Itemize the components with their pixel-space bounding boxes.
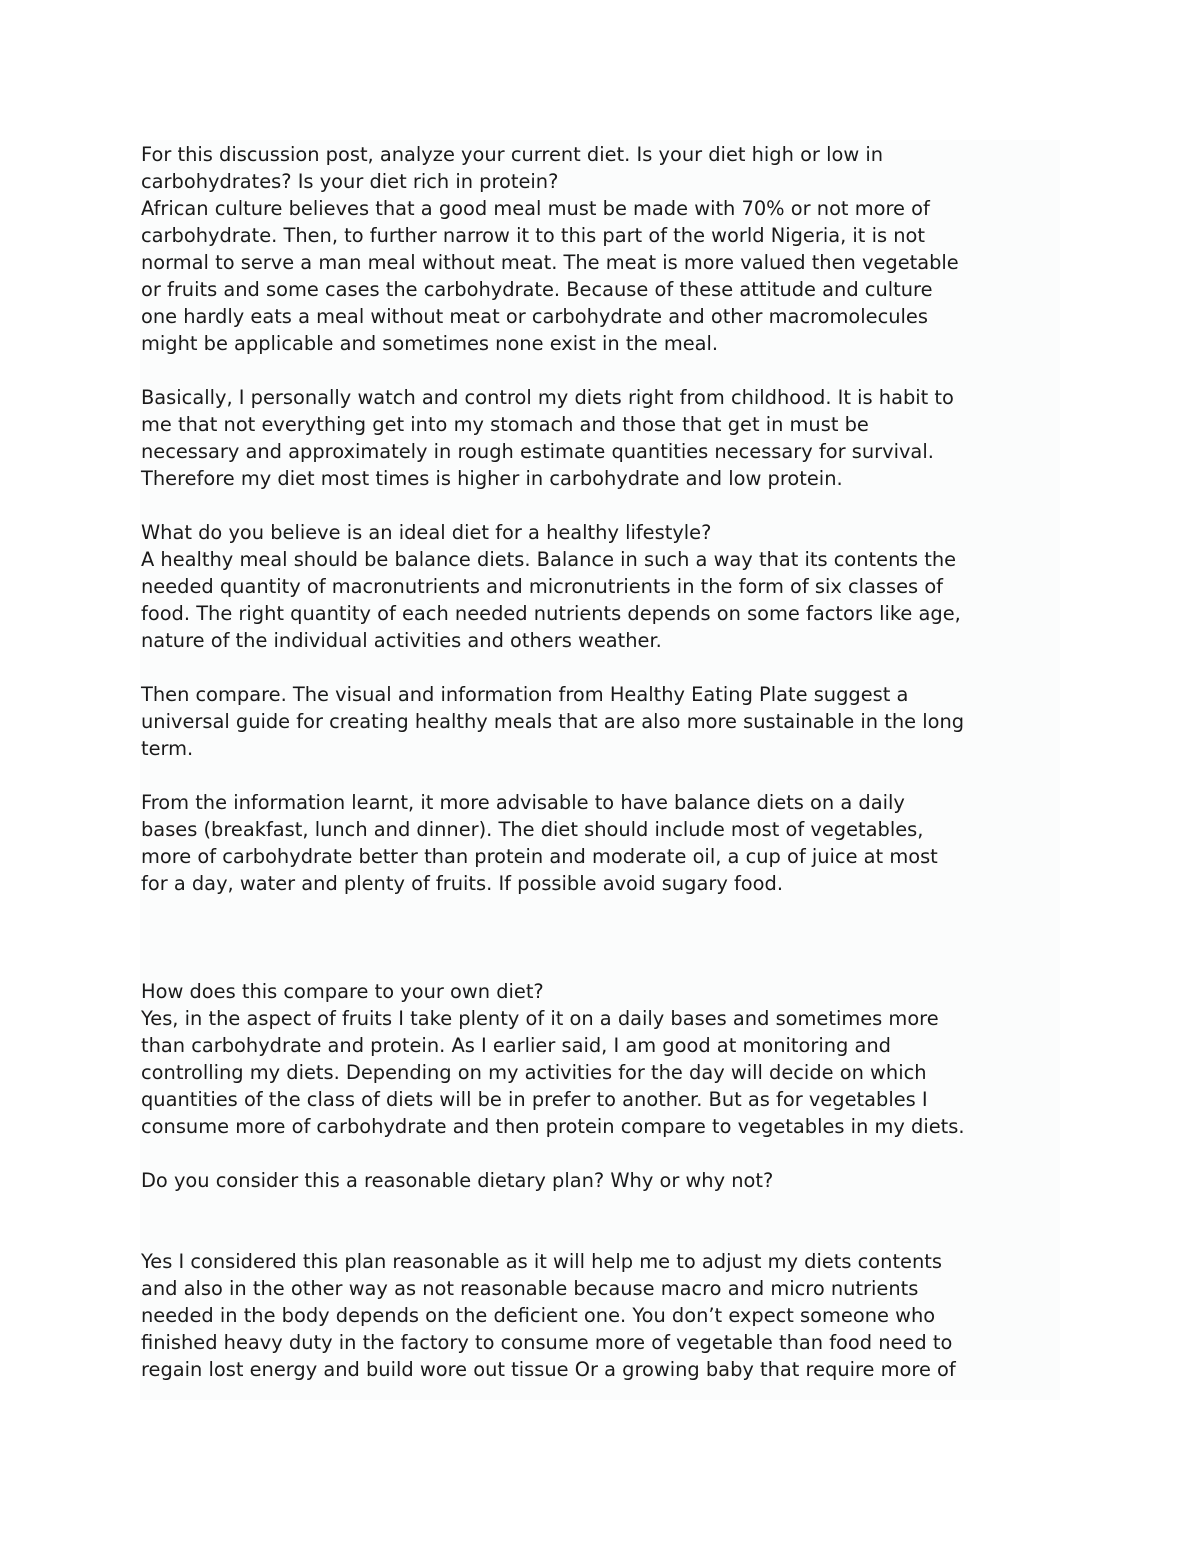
- text-line: term.: [141, 737, 194, 760]
- paragraph-gap: [141, 357, 1060, 384]
- question-reasonable-plan: [141, 1167, 1060, 1194]
- text-line: Basically, I personally watch and control my diets right from childhood. It is habit to: [141, 386, 954, 409]
- text-line: Then compare. The visual and information from Healthy Eating Plate suggest a: [141, 683, 909, 706]
- text-line: and also in the other way as not reasonable because macro and micro nutrients: [141, 1277, 919, 1300]
- text-line: From the information learnt, it more advisable to have balance diets on a daily: [141, 791, 905, 814]
- paragraph-own-diet: [141, 1005, 1060, 1140]
- text-line: Do you consider this a reasonable dietary plan? Why or why not?: [141, 1169, 774, 1192]
- text-line: needed in the body depends on the deficient one. You don’t expect someone who: [141, 1304, 936, 1327]
- text-line: than carbohydrate and protein. As I earlier said, I am good at monitoring and: [141, 1034, 891, 1057]
- text-line: bases (breakfast, lunch and dinner). The diet should include most of vegetables,: [141, 818, 924, 841]
- text-line: necessary and approximately in rough estimate quantities necessary for survival.: [141, 440, 934, 463]
- text-line: quantities of the class of diets will be in prefer to another. But as for vegetables I: [141, 1088, 928, 1111]
- text-line: more of carbohydrate better than protein and moderate oil, a cup of juice at most: [141, 845, 938, 868]
- paragraph-gap: [141, 762, 1060, 789]
- text-line: What do you believe is an ideal diet for a healthy lifestyle?: [141, 521, 712, 544]
- paragraph-information-learnt: [141, 789, 1060, 897]
- paragraph-gap: [141, 1140, 1060, 1167]
- text-line: controlling my diets. Depending on my activities for the day will decide on which: [141, 1061, 927, 1084]
- text-line: Yes, in the aspect of fruits I take plenty of it on a daily bases and sometimes more: [141, 1007, 939, 1030]
- question-compare-own-diet: [141, 978, 1060, 1005]
- paragraph-healthy-meal: [141, 546, 1060, 654]
- text-line: A healthy meal should be balance diets. Balance in such a way that its contents the: [141, 548, 957, 571]
- paragraph-gap: [141, 492, 1060, 519]
- text-line: Therefore my diet most times is higher in carbohydrate and low protein.: [141, 467, 843, 490]
- paragraph-gap: [141, 1194, 1060, 1248]
- text-line: carbohydrates? Is your diet rich in protein?: [141, 170, 559, 193]
- paragraph-gap: [141, 897, 1060, 978]
- question-diet-analysis: [141, 141, 1060, 195]
- text-line: regain lost energy and build wore out tissue Or a growing baby that require more of: [141, 1358, 956, 1381]
- paragraph-gap: [141, 654, 1060, 681]
- text-line: or fruits and some cases the carbohydrate. Because of these attitude and culture: [141, 278, 933, 301]
- text-line: normal to serve a man meal without meat. The meat is more valued then vegetable: [141, 251, 959, 274]
- paragraph-compare: [141, 681, 1060, 762]
- text-line: For this discussion post, analyze your current diet. Is your diet high or low in: [141, 143, 884, 166]
- text-line: carbohydrate. Then, to further narrow it to this part of the world Nigeria, it is not: [141, 224, 925, 247]
- text-line: might be applicable and sometimes none exist in the meal.: [141, 332, 719, 355]
- document-body: [140, 140, 1060, 1400]
- text-line: Yes I considered this plan reasonable as it will help me to adjust my diets contents: [141, 1250, 942, 1273]
- text-line: universal guide for creating healthy meals that are also more sustainable in the long: [141, 710, 965, 733]
- paragraph-african-culture: [141, 195, 1060, 357]
- text-line: How does this compare to your own diet?: [141, 980, 544, 1003]
- paragraph-personal-diet: [141, 384, 1060, 492]
- text-line: for a day, water and plenty of fruits. If possible avoid sugary food.: [141, 872, 784, 895]
- text-line: one hardly eats a meal without meat or carbohydrate and other macromolecules: [141, 305, 928, 328]
- text-line: nature of the individual activities and others weather.: [141, 629, 662, 652]
- text-line: food. The right quantity of each needed nutrients depends on some factors like age,: [141, 602, 961, 625]
- text-line: needed quantity of macronutrients and micronutrients in the form of six classes of: [141, 575, 944, 598]
- question-ideal-diet: [141, 519, 1060, 546]
- text-line: consume more of carbohydrate and then protein compare to vegetables in my diets.: [141, 1115, 965, 1138]
- paragraph-reasonable-answer: [141, 1248, 1060, 1383]
- text-line: African culture believes that a good meal must be made with 70% or not more of: [141, 197, 930, 220]
- text-line: me that not everything get into my stomach and those that get in must be: [141, 413, 869, 436]
- text-line: finished heavy duty in the factory to consume more of vegetable than food need to: [141, 1331, 953, 1354]
